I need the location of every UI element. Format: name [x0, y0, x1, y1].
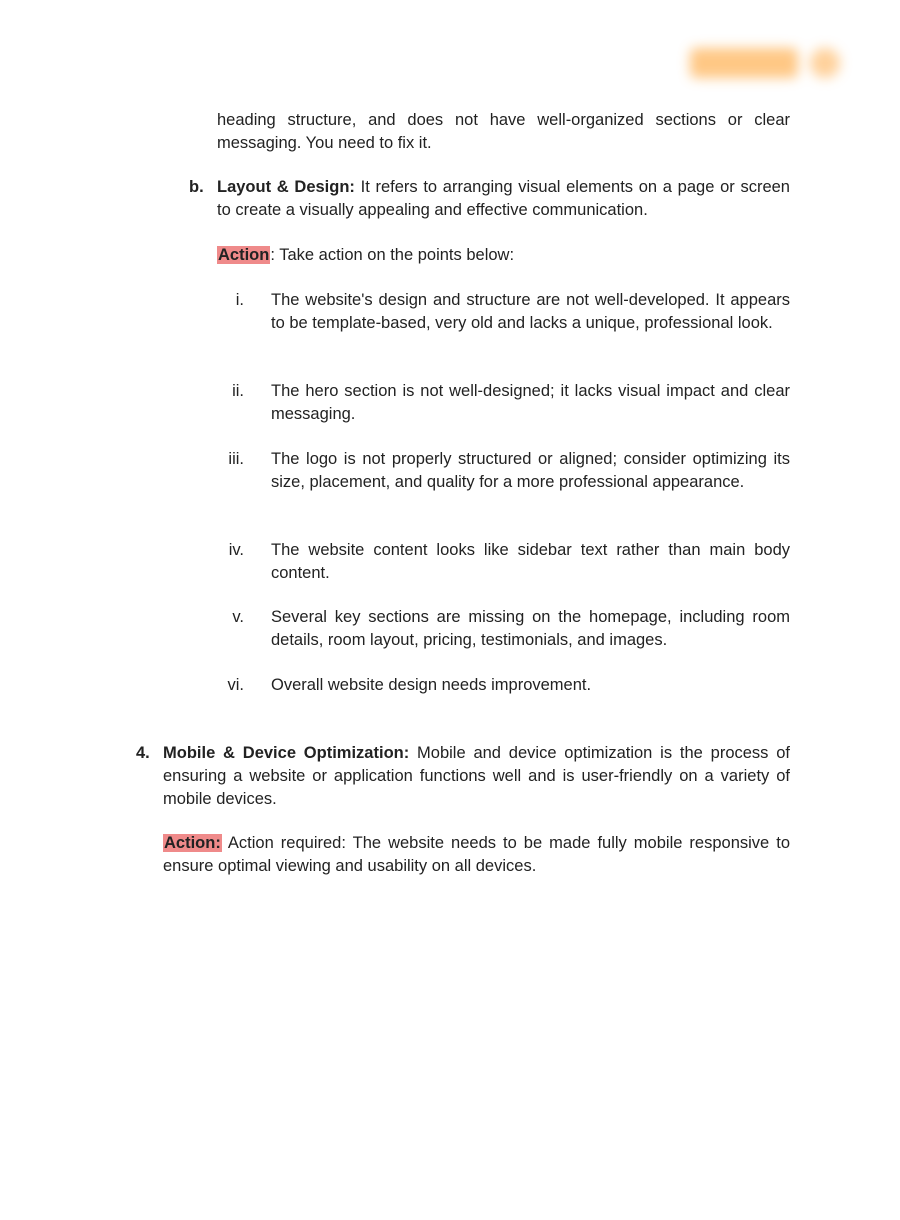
logo-emblem-shape: [810, 48, 840, 78]
action-highlight: Action:: [164, 834, 221, 852]
point-marker: iv.: [228, 541, 244, 559]
section-b-title: Layout & Design:: [217, 178, 355, 196]
point-marker: iii.: [228, 450, 244, 468]
section-4-text: Mobile and device optimization is the process of ensuring a website or application functions well and is user-friendly on a variety of mobile devices.: [163, 744, 790, 808]
section-b-marker: b.: [189, 178, 204, 196]
point-item: The hero section is not well-designed; it lacks visual impact and clear messaging.: [271, 382, 790, 423]
point-marker: v.: [232, 608, 244, 626]
logo-wordmark-shape: [690, 48, 798, 78]
point-item: The website content looks like sidebar text rather than main body content.: [271, 541, 790, 582]
action-highlight: Action: [218, 246, 270, 264]
section-4-marker: 4.: [136, 744, 150, 762]
section-4-title: Mobile & Device Optimization:: [163, 744, 410, 762]
section-b-paragraph: [217, 176, 790, 222]
section-b-action: [217, 244, 790, 267]
section-4-action-text: Action required: The website needs to be made fully mobile responsive to ensure optimal viewing and usability on all devices.: [163, 834, 790, 875]
section-b-action-text: : Take action on the points below:: [270, 246, 515, 264]
point-item: The logo is not properly structured or aligned; consider optimizing its size, placement, and quality for a more professional appearance.: [271, 450, 790, 491]
point-item: The website's design and structure are not well-developed. It appears to be template-based, very old and lacks a unique, professional look.: [271, 291, 790, 332]
company-logo: [690, 42, 850, 90]
section-4-action: [163, 832, 790, 878]
section-b-text: It refers to arranging visual elements on a page or screen to create a visually appealing and effective communication.: [217, 178, 790, 219]
point-item: Several key sections are missing on the homepage, including room details, room layout, pricing, testimonials, and images.: [271, 608, 790, 649]
point-marker: vi.: [227, 676, 244, 694]
point-marker: i.: [235, 291, 244, 309]
section-4-paragraph: [163, 742, 790, 811]
point-item: Overall website design needs improvement.: [271, 676, 592, 694]
intro-paragraph: heading structure, and does not have well-organized sections or clear messaging. You need to fix it.: [217, 111, 790, 152]
point-marker: ii.: [232, 382, 244, 400]
